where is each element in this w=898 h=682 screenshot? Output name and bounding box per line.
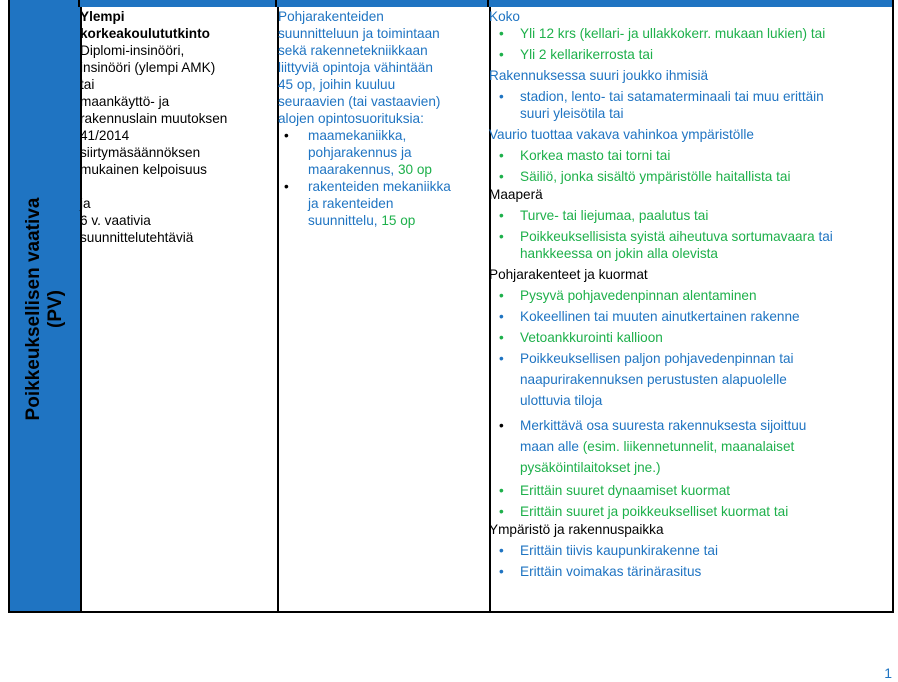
qualification-and: ja xyxy=(80,196,91,211)
studies-list xyxy=(278,127,483,229)
qualification-heading: Ylempi xyxy=(80,9,125,24)
studies-intro: liittyviä opintoja vähintään xyxy=(278,60,433,75)
section-title: Pohjarakenteet ja kuormat xyxy=(489,267,648,282)
section-title: Vaurio tuottaa vakava vahinkoa ympäristölle xyxy=(489,127,754,142)
criteria-item: • Vetoankkurointi kallioon xyxy=(489,329,884,346)
qualification-line: maankäyttö- ja xyxy=(80,94,170,109)
criteria-item: • Poikkeuksellisen paljon pohjavedenpinnan tai naapurirakennuksen perustusten alapuolelle ulottuvia tiloja xyxy=(489,348,884,411)
criteria-item: • Yli 2 kellarikerrosta tai xyxy=(489,46,884,63)
criteria-item: • Korkea masto tai torni tai xyxy=(489,147,884,164)
criteria-item: • stadion, lento- tai satamaterminaali tai muu erittäin suuri yleisötila tai xyxy=(489,88,884,122)
credits-value: 15 op xyxy=(381,213,416,228)
studies-intro: seuraavien (tai vastaavien) xyxy=(278,94,441,109)
qualification-experience: suunnittelutehtäviä xyxy=(80,230,194,245)
studies-item: • maamekaniikka, pohjarakennus ja maarakennus, 30 op xyxy=(278,127,483,178)
criteria-item: • Poikkeuksellisista syistä aiheutuva sortumavaara tai hankkeessa on jokin alla olevista xyxy=(489,228,884,262)
qualification-line: tai xyxy=(80,77,95,92)
qualification-line: siirtymäsäännöksen xyxy=(80,145,201,160)
studies-intro: sekä rakennetekniikkaan xyxy=(278,43,428,58)
criteria-item: • Kokeellinen tai muuten ainutkertainen rakenne xyxy=(489,308,884,325)
criteria-item: • Turve- tai liejumaa, paalutus tai xyxy=(489,207,884,224)
criteria-item: • Erittäin suuret ja poikkeukselliset kuormat tai xyxy=(489,503,884,520)
studies-intro: suunnitteluun ja toimintaan xyxy=(278,26,440,41)
header-tick xyxy=(892,0,894,7)
criteria-item: • Yli 12 krs (kellari- ja ullakkokerr. mukaan lukien) tai xyxy=(489,25,884,42)
header-tick xyxy=(78,0,80,7)
qualification-line: 41/2014 xyxy=(80,128,130,143)
credits-value: 30 op xyxy=(397,162,432,177)
studies-intro: 45 op, joihin kuuluu xyxy=(278,77,396,92)
qualification-heading: korkeakoulututkinto xyxy=(80,26,210,41)
header-tick xyxy=(8,0,10,7)
header-tick xyxy=(487,0,489,7)
section-title: Ympäristö ja rakennuspaikka xyxy=(489,522,664,537)
criteria-item: • Erittäin tiivis kaupunkirakenne tai xyxy=(489,542,884,559)
criteria-item: • Merkittävä osa suuresta rakennuksesta sijoittuu maan alle (esim. liikennetunnelit, maanalaiset pysäköintilaitokset jne.) xyxy=(489,415,884,478)
section-title: Koko xyxy=(489,9,520,24)
qualification-line: insinööri (ylempi AMK) xyxy=(80,60,216,75)
section-title: Maaperä xyxy=(489,187,543,202)
row-label-code: (PV) xyxy=(45,290,66,328)
criteria-item: • Erittäin suuret dynaamiset kuormat xyxy=(489,482,884,499)
row-label-title: Poikkeuksellisen vaativa xyxy=(23,197,44,421)
page-corner-mark: 1 xyxy=(884,665,892,681)
studies-intro: alojen opintosuorituksia: xyxy=(278,111,424,126)
criteria-item: • Säiliö, jonka sisältö ympäristölle haitallista tai xyxy=(489,168,884,185)
qualification-line: mukainen kelpoisuus xyxy=(80,162,207,177)
qualification-line: Diplomi-insinööri, xyxy=(80,43,185,58)
qualification-cell xyxy=(80,8,280,246)
row-label-cell xyxy=(10,7,82,611)
criteria-item: • Erittäin voimakas tärinärasitus xyxy=(489,563,884,580)
studies-intro: Pohjarakenteiden xyxy=(278,9,384,24)
criteria-item: • Pysyvä pohjavedenpinnan alentaminen xyxy=(489,287,884,304)
qualification-experience: 6 v. vaativia xyxy=(80,213,151,228)
header-bar xyxy=(9,0,892,7)
studies-item: • rakenteiden mekaniikka ja rakenteiden suunnittelu, 15 op xyxy=(278,178,483,229)
criteria-cell xyxy=(489,8,884,580)
section-title: Rakennuksessa suuri joukko ihmisiä xyxy=(489,68,709,83)
header-tick xyxy=(275,0,277,7)
qualification-line: rakennuslain muutoksen xyxy=(80,111,228,126)
studies-cell xyxy=(278,8,483,229)
